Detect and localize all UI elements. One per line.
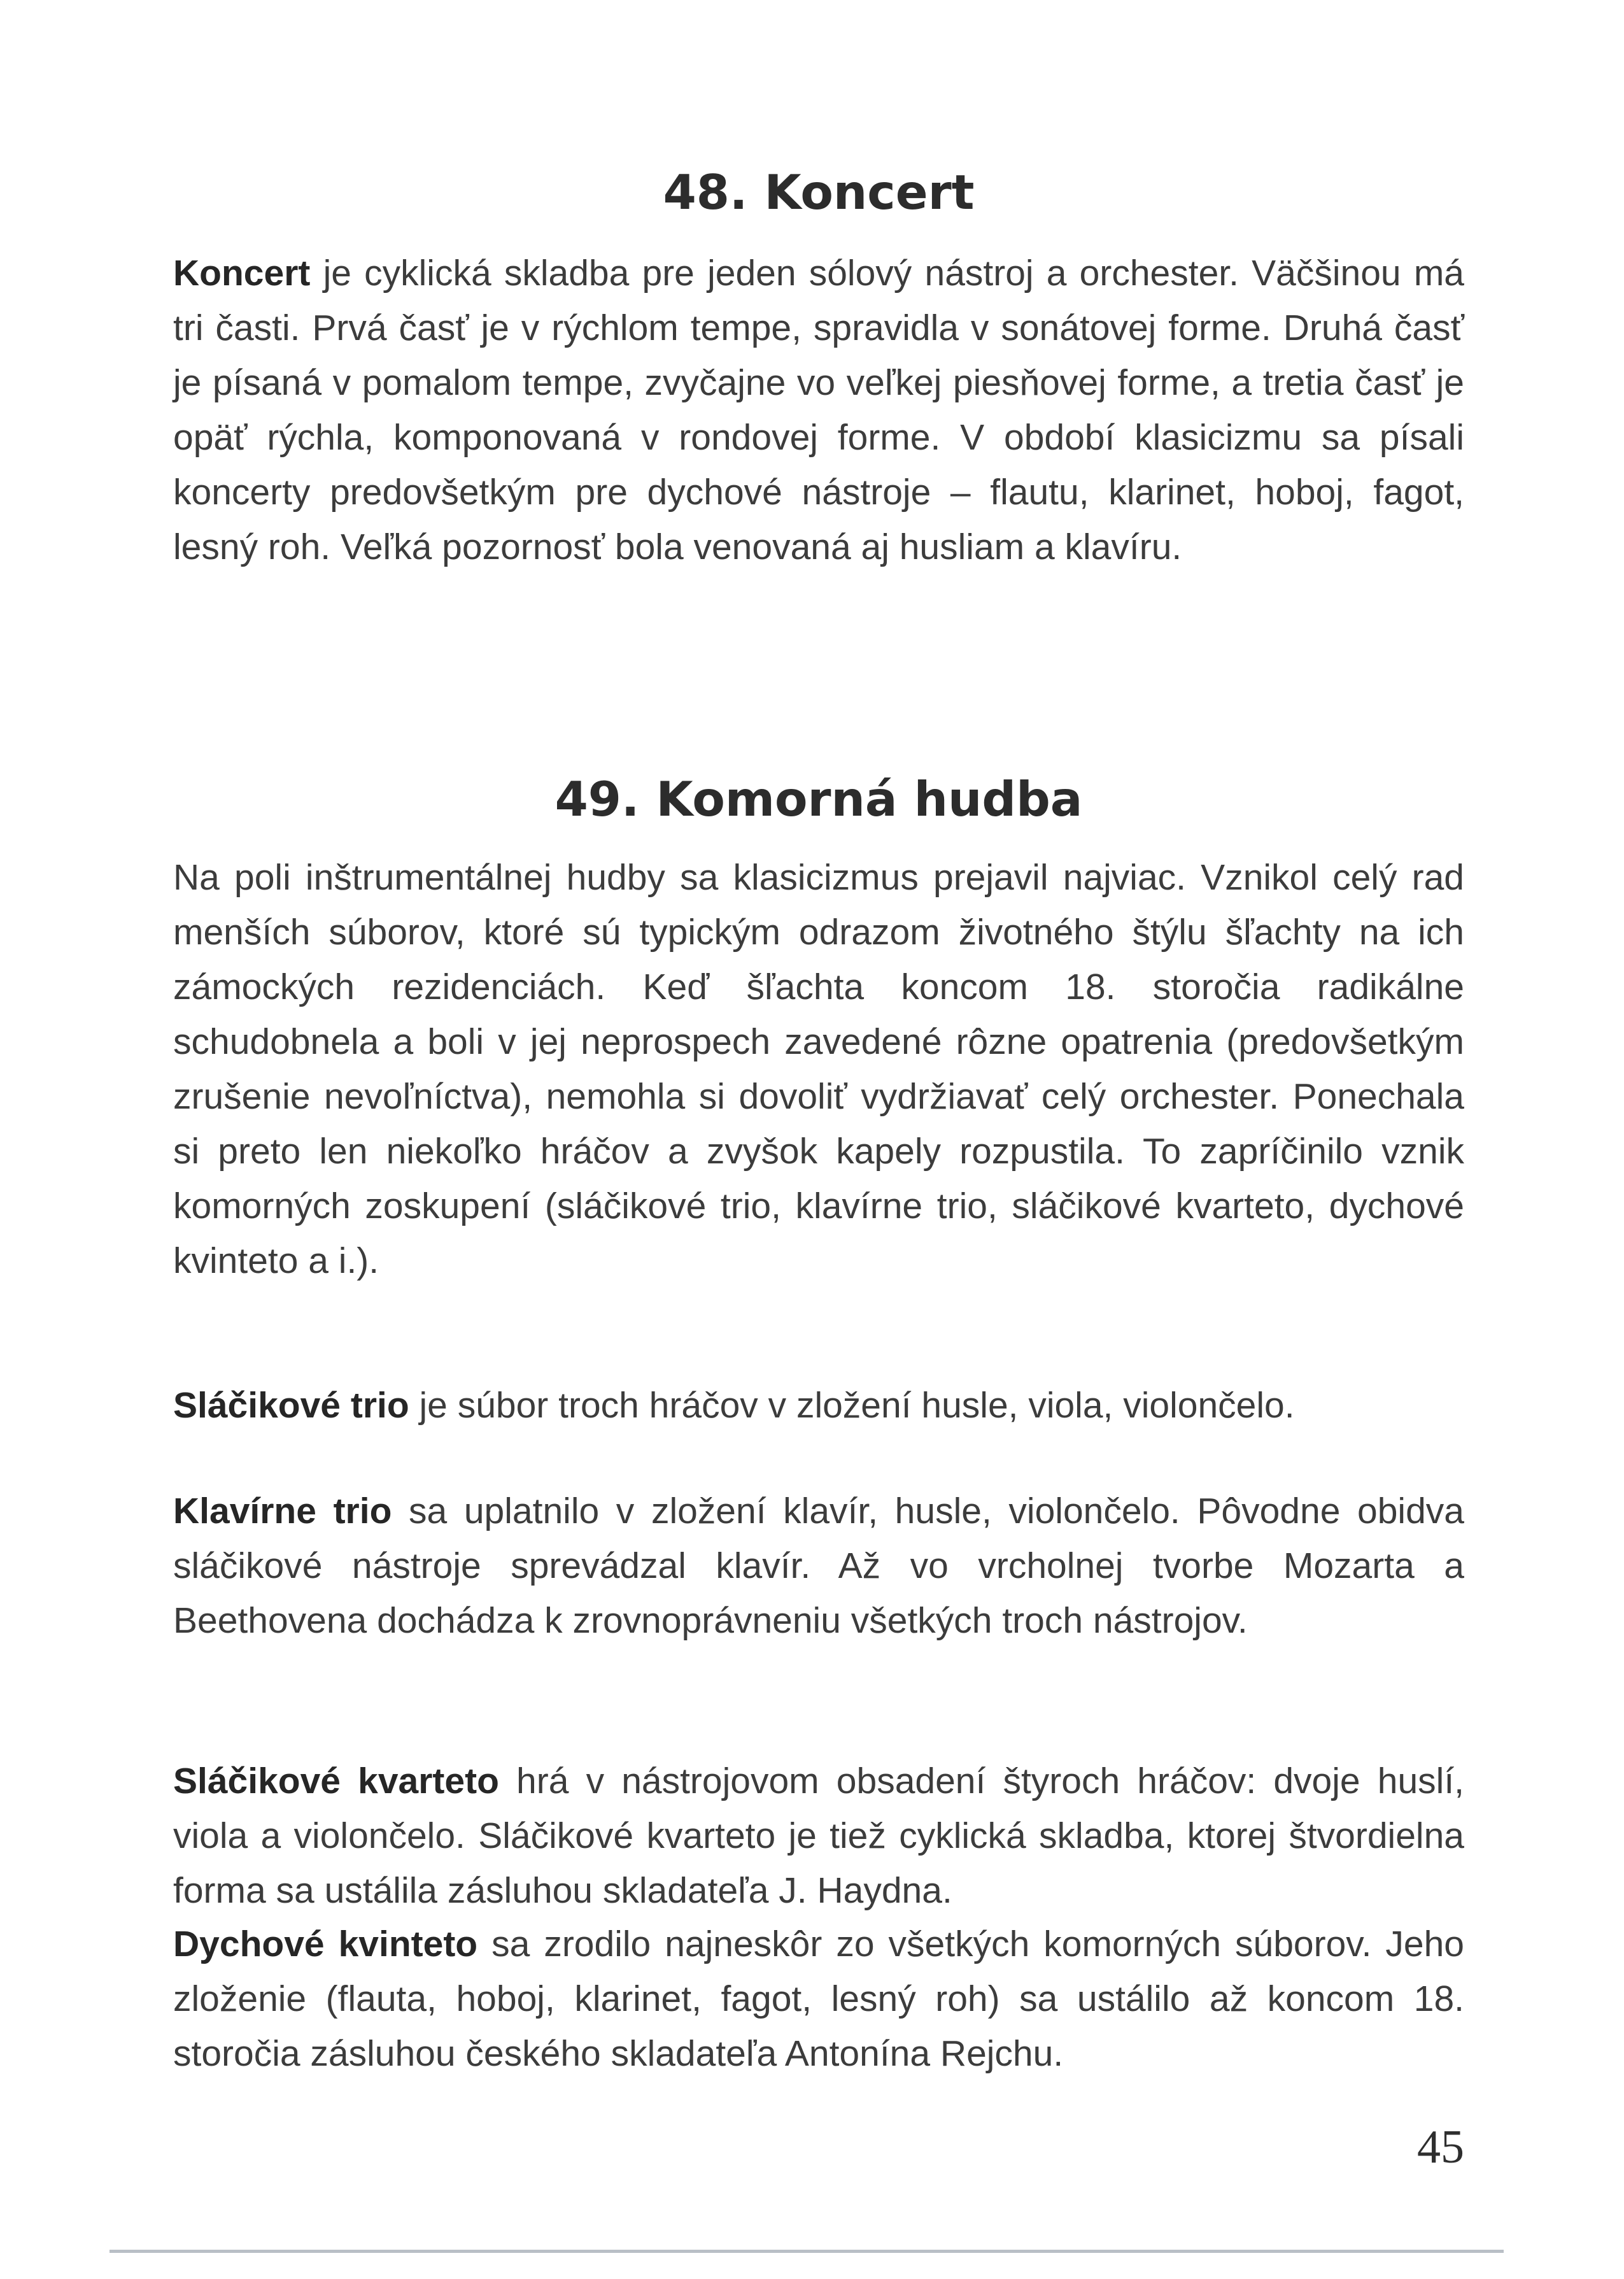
page-number: 45 (1417, 2121, 1464, 2173)
section-title-komorna-hudba: 49. Komorná hudba (554, 771, 1083, 828)
term-koncert: Koncert (173, 253, 311, 294)
paragraph-koncert-text: je cyklická skladba pre jeden sólový nástroj a orchester. Väčšinou má tri časti. Prvá časť je v rýchlom tempe, spravidla v sonátovej forme. Druhá časť je písaná v pomalom tempe, zvyčajne vo veľkej piesňovej forme, a tretia časť je opäť rýchla, komponovaná v rondovej forme. V období klasicizmu sa písali koncerty predovšetkým pre dychové nástroje – flautu, klarinet, hoboj, fagot, lesný roh. Veľká pozornosť bola venovaná aj husliam a klavíru. (173, 253, 1464, 567)
paragraph-klavirne-trio (173, 1484, 1464, 1648)
paragraph-klavirne-trio-text: sa uplatnilo v zložení klavír, husle, violončelo. Pôvodne obidva sláčikové nástroje sprevádzal klavír. Až vo vrcholnej tvorbe Mozarta a Beethovena dochádza k zrovnoprávneniu všetkých troch nástrojov. (173, 1491, 1464, 1641)
section-title-koncert: 48. Koncert (663, 164, 975, 221)
paragraph-koncert (173, 246, 1464, 574)
term-dychove-kvinteto: Dychové kvinteto (173, 1924, 478, 1964)
paragraph-slacikove-trio-text: je súbor troch hráčov v zložení husle, viola, violončelo. (409, 1385, 1295, 1426)
paragraph-slacikove-kvarteto-text: hrá v nástrojovom obsadení štyroch hráčov: dvoje huslí, viola a violončelo. Sláčikové kvarteto je tiež cyklická skladba, ktorej štvordielna forma sa ustálila zásluhou skladateľa J. Haydna. (173, 1761, 1464, 1911)
paragraph-dychove-kvinteto (173, 1917, 1464, 2081)
paragraph-dychove-kvinteto-text: sa zrodilo najneskôr zo všetkých komorných súborov. Jeho zloženie (flauta, hoboj, klarinet, fagot, lesný roh) sa ustálilo až koncom 18. storočia zásluhou českého skladateľa Antonína Rejchu. (173, 1924, 1464, 2074)
term-slacikove-kvarteto: Sláčikové kvarteto (173, 1761, 499, 1801)
paragraph-komorna-hudba-intro: Na poli inštrumentálnej hudby sa klasicizmus prejavil najviac. Vznikol celý rad menších súborov, ktoré sú typickým odrazom životného štýlu šľachty na ich zámockých rezidenciách. Keď šľachta koncom 18. storočia radikálne schudobnela a boli v jej neprospech zavedené rôzne opatrenia (predovšetkým zrušenie nevoľníctva), nemohla si dovoliť vydržiavať celý orchester. Ponechala si preto len niekoľko hráčov a zvyšok kapely rozpustila. To zapríčinilo vznik komorných zoskupení (sláčikové trio, klavírne trio, sláčikové kvarteto, dychové kvinteto a i.). (173, 857, 1464, 1281)
document-page (173, 0, 1464, 2279)
term-klavirne-trio: Klavírne trio (173, 1491, 392, 1531)
term-slacikove-trio: Sláčikové trio (173, 1385, 409, 1426)
bottom-rule-divider (109, 2250, 1504, 2253)
paragraph-slacikove-trio (173, 1378, 1464, 1433)
paragraph-slacikove-kvarteto (173, 1754, 1464, 1918)
